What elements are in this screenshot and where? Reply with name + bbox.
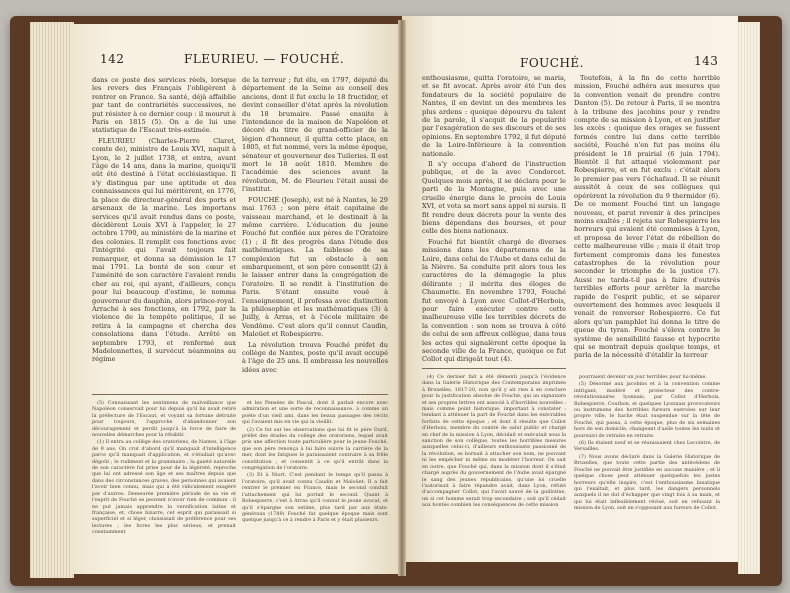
right-column-2 [574,74,720,362]
left-page-number: 142 [100,52,125,66]
paragraph: Toutefois, à la fin de cette horrible mission, Fouché adhéra aux mesures que la convention venait de prendre contre Danton (5). De retour à Paris, il se montra à la tribune des jacobins pour y rendre compte de sa mission à Lyon, et en justifier les excès : quoique des orages se fussent formés contre lui dans cette terrible société, Fouché n'en fut pas moins élu président le 18 prairial (6 juin 1794). Bientôt il fut attaqué violemment par Robespierre, et en fut exclu : c'était alors le premier pas vers l'échafaud. Il se réunit aussitôt à ceux de ses collègues qui opérèrent la révolution du 9 thermidor (6). De ce moment Fouché tint un langage nouveau, et parut revenir à des principes moins exaltés ; il rejeta sur Robespierre les horreurs qui avaient été commises à Lyon, et proposa de lever l'état de rébellion de cette malheureuse ville ; mais il était trop fortement compromis dans les funestes catastrophes de la révolution pour seconder le triomphe de la justice (7). Aussi ne tarda-t-il pas à faire d'outrés terribles efforts pour arrêter la marche rapide de l'esprit public, et se séparer ouvertement des hommes avec lesquels il venait de renverser Robespierre. Ce fut alors qu'un pamphlet lui donna le titre de queue du tyran. Fouché s'éleva contre le système de sensibilité fausse et hypocrite qui se montrait depuis quelque temps, et parla de la nécessité d'établir la terreur [574,74,720,360]
footnote: (4) Ce dernier fait a été démenti jusqu'à l'évidence dans la Galerie Historique des Contemporains imprimée à Bruxelles, 1817-20, non qu'il y ait rien à en conclure pour la justification absolue de Fouché, qui au signataire et ses propres lettres ont associé à d'horribles nouvelles : mais comme point historique, important à constater : tendant à atténuer la part de Fouché dans les exécrables forfaits de cette époque ; et dont il résulte que Collot d'Herbois, membre du comité de salut public et chargé en chef de la mission à Lyon, décidait et exécutait sous la sanction de son collègue, toutes les horribles mesures auxquelles celui-ci, d'ailleurs enthousiaste passionné de la révolution, se bornait à attacher son nom, ne pouvant ni les empêcher ni même en modérer l'horreur. On sait en outre, que Fouché qui, dans la mission dont il s'était chargé auprès du gouvernement de l'Aube avait épargné le sang des jeunes républicains, qu'une loi cruelle l'autorisait à faire répandre avait, dans Lyon, réfuté d'accompagner Collot, qui l'avait sauvé de la guillotine, un si cet homme serait trop secondaire ; soit qu'il cédait aux bontés combien les conséquences de cette mission [422,374,566,509]
right-page-edges [738,22,760,574]
left-column-1 [92,76,236,366]
right-footnotes-1 [422,374,566,510]
left-page-edges [30,22,74,578]
paragraph: Il s'y occupa d'abord de l'instruction publique, et de la avec Condorcet. Quelques mois après, il se déclara pour le parti de la Montagne, puis avec une cruelle énergie dans le procès de Louis XVI, et vota sa mort sans appel ni sursis. Il fit rendre deux décrets pour la vente des biens dépendans des bourses, et pour celle des biens nationaux. [422,160,566,236]
paragraph: Fouché fut bientôt chargé de diverses missions dans les départemens de la Loire, dans celui de l'Aube et dans celui de la Nièvre. Sa conduite prit alors tous les caractères de la démagogie la plus délirante ; il mérita des éloges de Chaumette. En novembre 1793, Fouché fut envoyé à Lyon avec Collot-d'Herbois, pour faire exécuter contre cette malheureuse ville les terribles décrets de la convention : son nom se trouva à côté de celui de son affreux collègue, dans tous les actes qui signalèrent cette époque la seconde ville de la France, quoique ce fut Collot qui dirigeât tout (4). [422,237,566,364]
paragraph: dans ce poste des services réels, lorsque les revers des Français l'obligèrent à rentrer en France. Sa santé, déjà affaiblie par tant de contrariétés successives, ne put résister à ce dernier coup : il mourut à Paris en 1815 (5). On a de lui une statistique de l'Escaut très-estimée. [92,76,236,135]
paragraph: de la terreur ; fut élu, en 1797, député du département de la Seine au conseil des anciens, dont il fut exclu le 18 fructidor, et devint conseiller d'état après la révolution du 18 brumaire. Passé ensuite à l'intendance de la maison de Napoléon et décoré du titre de grand-officier de la légion d'honneur, il quitta cette place, en 1805, et fut nommé, vers la même époque, sénateur et gouverneur des Tuileries. Il est mort le 18 août 1810. Membre de l'académie des sciences avant la révolution, M. de Fleurieu l'était aussi de l'institut. [242,76,388,194]
right-running-head: FOUCHÉ. [520,56,584,70]
left-running-head: FLEURIEU. — FOUCHÉ. [184,52,345,66]
footnote-rule [92,394,388,395]
footnote-continuation: pourraient devenir un jour terribles pour lui-même. [579,374,708,380]
left-footnotes-1 [92,400,236,537]
book-gutter [398,20,406,576]
paragraph: enthousiasme, quitta l'oratoire, se maria, et se fit avocat. Après avoir été l'un des fondateurs de la société populaire de Nantes, il en devint un des membres les plus ardens : quoique dépourvu du talent de la parole, il s'acquit de la popularité par l'exagération de ses discours et de ses opinions. En septembre 1792, il fut député de la Loire-Inférieure à la convention nationale. [422,74,566,158]
footnote-rule [422,368,566,369]
footnote: (5) Désormé aux jacobins et à la convention comme intrigant, modéré et protecteur des contre-révolutionnaires lyonnais, par Collot d'Herbois, Robespierre, Couthon, et quelques Lyonnais provocateurs ou instrumens des horribles fureurs exercées sur leur propre ville, le hache était suspendue sur la tête de Fouché, qui passa, à cette époque, plus de six semaines hors de son domicile, changeant d'asile toutes les nuits et poursuivi de retraite en retraite. [574,381,720,439]
footnote: et les Pensées de Pascal, dont il parlait encore avec admiration et une sorte de reconnaissance, à comme un poète d'un vieil ami, dans les beaux passages des récits qui l'avaient mis en vie qui la vieillit. [242,400,388,426]
footnote: (2) Ce fut sur les observations que lui fit le père Durif, préfet des études du collège des oratoriens, lequel avait pris une affection toute particulière pour le jeune Fouché, que son père renonça à lui faire suivre la carrière de la mer, dont les fatigues le paraissaient contraire à sa frêle constitution ; et consentit à ce qu'il entrât dans la congrégation de l'oratoire. [242,426,388,472]
footnote: (5) Connaissant les sentimens de malveillance que Napoléon conservait pour lui depuis qu'il lui avait retiré la préfecture de l'Escaut, et voyant sa fortune détruite pour toujours, l'approche d'abandonner son découragement et perdit jusqu'à la force de faire de nouvelles démarches pour la rétablir. [92,400,236,439]
paragraph: FOUCHÉ (Joseph), est né à Nantes, le 29 mai 1763 ; son père était capitaine de vaisseau marchand, et le destinait à la même carrière. L'éducation du jeune Fouché fut confiée aux pères de l'Oratoire (1) ; il fit des progrès dans l'étude des mathématiques. La faiblesse de sa complexion fut un obstacle à son embarquement, et son père consentit (2) à le laisser entrer dans la congrégation de l'oratoire. Il se rendit à l'institution de Paris. S'étant ensuite voué à l'enseignement, il professa avec distinction la philosophie et les mathématiques (3) à Juilly, à Arras, et à l'école militaire de Vendôme. C'est alors qu'il connut Caudin, Maloüet et Robespierre. [242,195,388,339]
paragraph: FLEURIEU (Charles-Pierre Claret, comte de), ministre de Louis XVI, naquit à Lyon, le 2 juillet 1738, et entra, avant l'âge de 14 ans, dans la marine, quoiqu'il eût été destiné à l'état ecclésiastique. Il s'y distingua par une aptitude et des connaissances qui lui méritèrent, en 1776, la place de directeur-général des ports et arsenaux de la marine. Les importans services qu'il avait rendus dans ce poste, décidèrent Louis XVI à l'appeler, le 27 octobre 1790, au ministère de la marine et des colonies. Il remplit ces fonctions avec l'intégrité qui l'avait toujours fait remarquer, et donna sa démission le 17 mai 1791. La bonté de son cœur et l'aménité de son caractère l'avaient rendu cher au roi, qui ayant, d'ailleurs, conçu pour lui beaucoup d'estime, le nomma gouverneur du dauphin, alors prince-royal. Arraché à ses fonctions, en 1792, par la violence de la tempête politique, il se retira à la campagne et chercha des consolations dans l'étude. Arrêté en septembre 1793, et renfermé aux Madelonnettes, il survécut néanmoins au régime [92,136,237,364]
left-column-2 [242,76,388,376]
footnote: (6) Ils étaient neuf et se réunissaient chez Lecointre, de Versailles. [574,440,720,453]
footnote: (7) Nous avons déclaré dans la Galerie Historique de Bruxelles, que toute cette partie des antécédens de Fouché ne pouvait être justifiée en aucune manière ; et il quelque chose peut atténuer quelquefois les justes horreurs qu'elle inspire, c'est l'enthousiasme fanatique qui l'exaltait, et plus tard, les dangers personnels auxquels il ne dut d'échapper que vingt fois à sa main, et qui lui était inflexiblement révisé, soit en refusant la mission de Lyon, soit en s'opposant aux fureurs de Collot. [574,453,720,512]
left-footnotes-2 [242,400,388,525]
right-page [402,16,738,562]
footnote: (3) Et à Niort. C'est pendant le temps qu'il passa à l'oratoire, qu'il avait connu Caudin et Maloüet. Il a fait rentrer le premier en France, mais le second conduit l'attachement qui lui portait le second. Quant à Robespierre, c'est à Arras qu'il connut le jeune avocat, et qu'il s'épargne son estime, plus tard par aux états-généraux (1789) Fouché fut quelque époque mais sont quelque jusqu'à ce à rendre à Paris et y était plusieurs. [242,472,388,524]
footnote: (1) Il entra au collège des oratoriens, de Nantes, à l'âge de 9 ans. On crut d'abord qu'il manquait d'intelligence parce qu'il manquait d'application, et s'étudiait qu'avec dégoût ; le rudiment et la grammaire ; la gaieté naturelle de son caractère fut prise pour de la légèreté, reproche que lui ont adressé son âge et ses maîtres depuis que dans des circonstances graves, des personnes qui avaient l'avoir bien connu, mais qui a été ridiculement exagéré par d'autres. Demeurée première période de sa vie et l'esprit de Fouché se peuvent n'avoir rien de commun : il ne put jamais apprendre la versification latine et française, et, chose bizarre, cet esprit qui paraissait si superficiel et si léger, choisissait de préférence pour ses lectures ; les livres les plus sérieux, et prenait constamment [92,439,236,536]
right-column-1 [422,74,566,366]
left-page [72,24,402,574]
paragraph: La révolution trouva Fouché préfet du collège de Nantes, poste qu'il avait occupé à l'âge de 25 ans. Il embrassa les nouvelles idées avec [242,340,388,374]
right-footnotes-2 [574,374,720,513]
right-page-number: 143 [694,54,719,68]
